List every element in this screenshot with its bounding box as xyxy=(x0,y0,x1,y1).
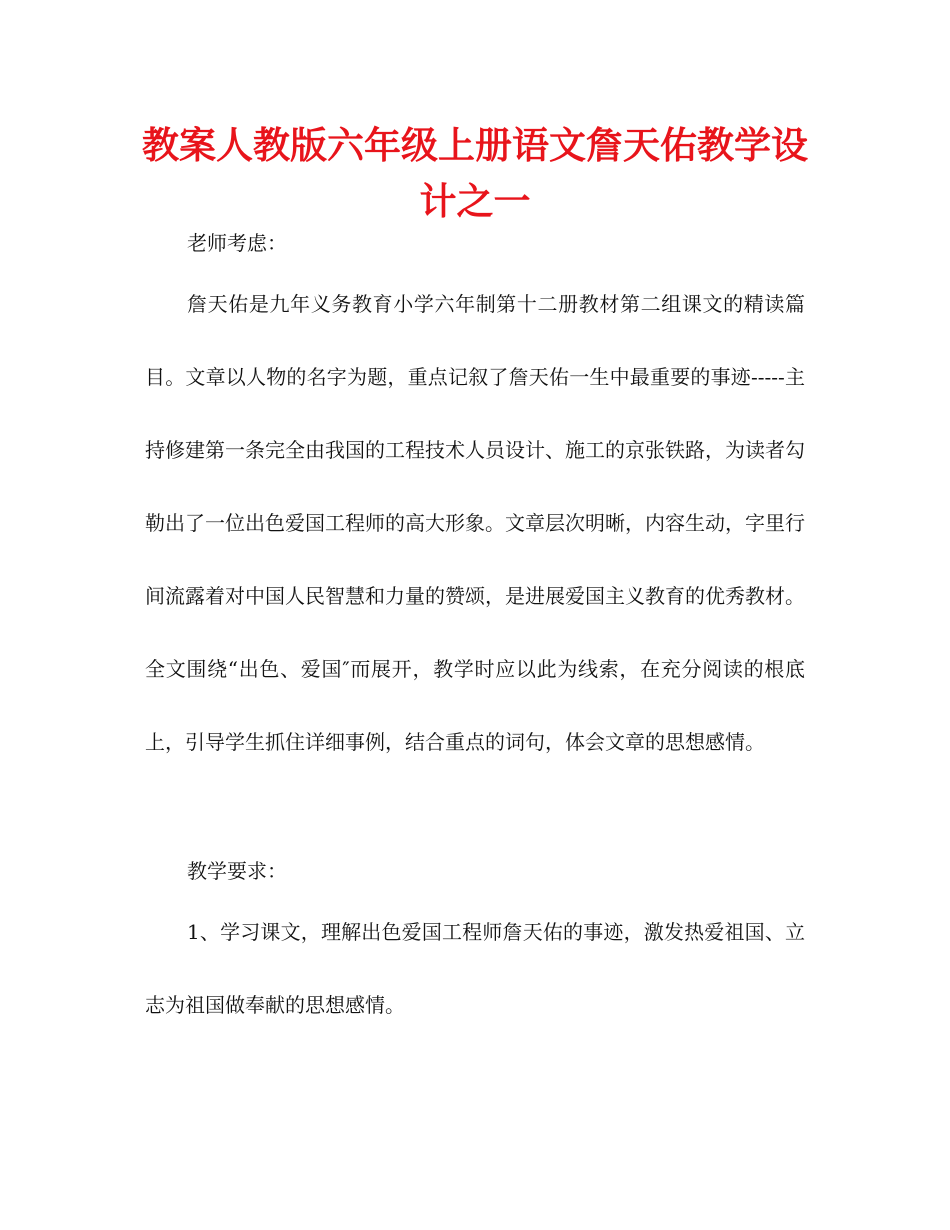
teacher-considerations-heading: 老师考虑： xyxy=(187,231,287,255)
requirement-item-1: 1、学习课文，理解出色爱国工程师詹天佑的事迹，激发热爱祖国、立志为祖国做奉献的思想感情。 xyxy=(145,920,805,1017)
page-title: 教案人教版六年级上册语文詹天佑教学设计之一 xyxy=(142,124,808,223)
intro-paragraph: 詹天佑是九年义务教育小学六年制第十二册教材第二组课文的精读篇目。文章以人物的名字为题，重点记叙了詹天佑一生中最重要的事迹-----主持修建第一条完全由我国的工程技术人员设计、施工的京张铁路，为读者勾勒出了一位出色爱国工程师的高大形象。文章层次明晰，内容生动，字里行间流露着对中国人民智慧和力量的赞颂，是进展爱国主义教育的优秀教材。全文围绕“出色、爱国″而展开，教学时应以此为线索，在充分阅读的根底上，引导学生抓住详细事例，结合重点的词句，体会文章的思想感情。 xyxy=(145,292,805,754)
teaching-requirements-heading: 教学要求： xyxy=(187,859,287,883)
